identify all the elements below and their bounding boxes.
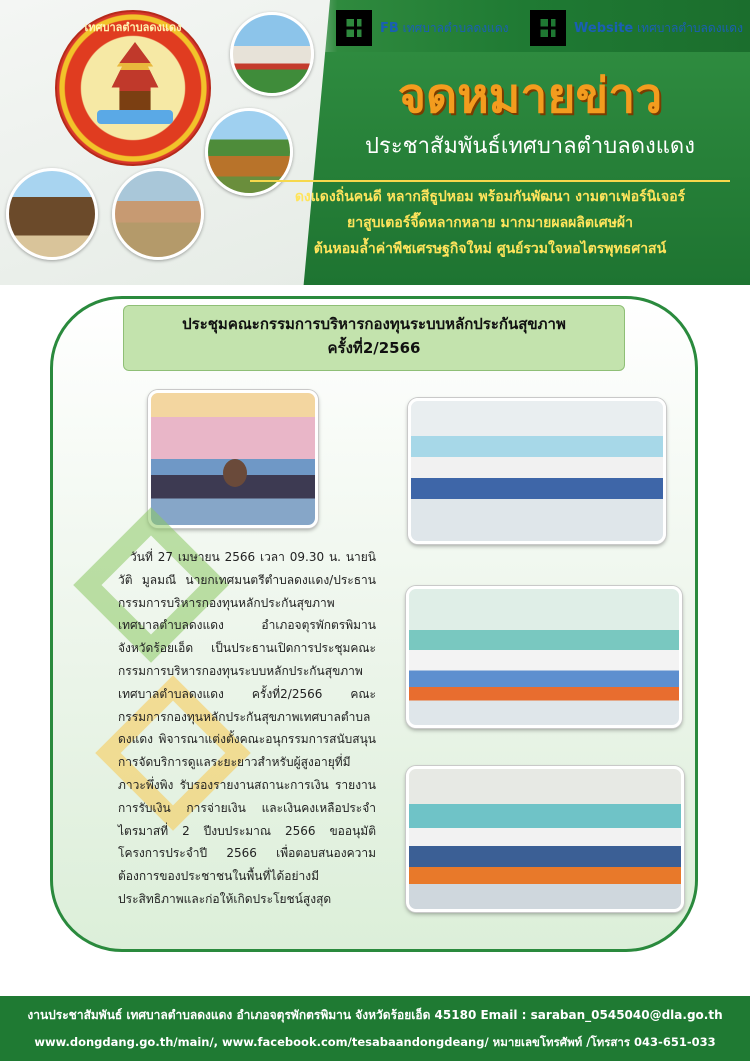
article-body-text: วันที่ 27 เมษายน 2566 เวลา 09.30 น. นายนิวัติ มูลมณี นายกเทศมนตรีตำบลดงแดง/ประธานกรรมการบริหารกองทุนหลักประกันสุขภาพเทศบาลตำบลดงแดง อำเภอจตุรพักตรพิมาน จังหวัดร้อยเอ็ด เป็นประธานเปิดการประชุมคณะกรรมการบริหารกองทุนระบบหลักประกันสุขภาพ เทศบาลตำบลดงแดง ครั้งที่2/2566 คณะกรรมการกองทุนหลักประกันสุขภาพเทศบาลตำบลดงแดง พิจารณาแต่งตั้งคณะอนุกรรมการสนับสนุนการจัดบริการดูแลระยะยาวสำหรับผู้สูงอายุที่มีภาวะพึ่งพิง รับรองรายงานสถานะการเงิน รายงานการรับเงิน การจ่ายเงิน และเงินคงเหลือประจำไตรมาสที่ 2 ปีงบประมาณ 2566 ขออนุมัติโครงการประจำปี 2566 เพื่อตอบสนองความต้องการของประชาชนในพื้นที่ได้อย่างมีประสิทธิภาพและก่อให้เกิดประโยชน์สูงสุด (118, 550, 376, 906)
website-qr-row[interactable] (530, 8, 743, 48)
logo-ring-text: เทศบาลตำบลดงแดง (84, 21, 182, 34)
article-heading (123, 305, 625, 371)
municipality-logo (55, 10, 211, 166)
qr-code-icon (336, 10, 372, 46)
photo-pavilion (205, 108, 293, 196)
slogan-line-1: ดงแดงถิ่นคนดี หลากสีธูปหอม พร้อมกันพัฒนา งามตาเฟอร์นิเจอร์ (294, 189, 686, 205)
footer-links-line[interactable]: www.dongdang.go.th/main/, www.facebook.com/tesabaandongdeang/ หมายเลขโทรศัพท์ /โทรสาร 043-651-033 (34, 1035, 716, 1049)
photo-person (223, 459, 247, 487)
qr-code-icon (530, 10, 566, 46)
photo-mayor (112, 168, 204, 260)
photo-building (230, 12, 314, 96)
photo-temple-library (6, 168, 98, 260)
water-icon (97, 110, 173, 124)
article-body (118, 546, 376, 911)
footer-contact-line: งานประชาสัมพันธ์ เทศบาลตำบลดงแดง อำเภอจตุรพักตรพิมาน จังหวัดร้อยเอ็ด 45180 Email : saraban_0545040@dla.go.th (27, 1008, 723, 1022)
page-subtitle: ประชาสัมพันธ์เทศบาลตำบลดงแดง (365, 134, 695, 159)
photo-meeting-vote (408, 398, 666, 544)
photo-meeting-table (406, 586, 682, 728)
article-heading-line-1: ประชุมคณะกรรมการบริหารกองทุนระบบหลักประกันสุขภาพ (182, 315, 566, 333)
header (0, 0, 750, 285)
article-heading-line-2: ครั้งที่2/2566 (327, 339, 421, 357)
footer (0, 996, 750, 1061)
photo-meeting-attendees (406, 766, 684, 912)
temple-icon (109, 42, 161, 112)
website-label: Website เทศบาลตำบลดงแดง (574, 20, 743, 36)
fb-label: FB เทศบาลตำบลดงแดง (380, 20, 509, 36)
slogan-line-2: ยาสูบเตอร์จี๊ดหลากหลาย มากมายผลผลิตเศษผ้า (347, 215, 633, 231)
fb-qr-row[interactable] (336, 8, 509, 48)
slogan-line-3: ต้นหอมล้ำค่าพืชเศรษฐกิจใหม่ ศูนย์รวมใจหอไตรพุทธศาสน์ (313, 241, 667, 257)
slogan-divider (250, 180, 730, 182)
photo-chairman-presiding (148, 390, 318, 528)
page-title: จดหมายข่าว (397, 68, 663, 124)
